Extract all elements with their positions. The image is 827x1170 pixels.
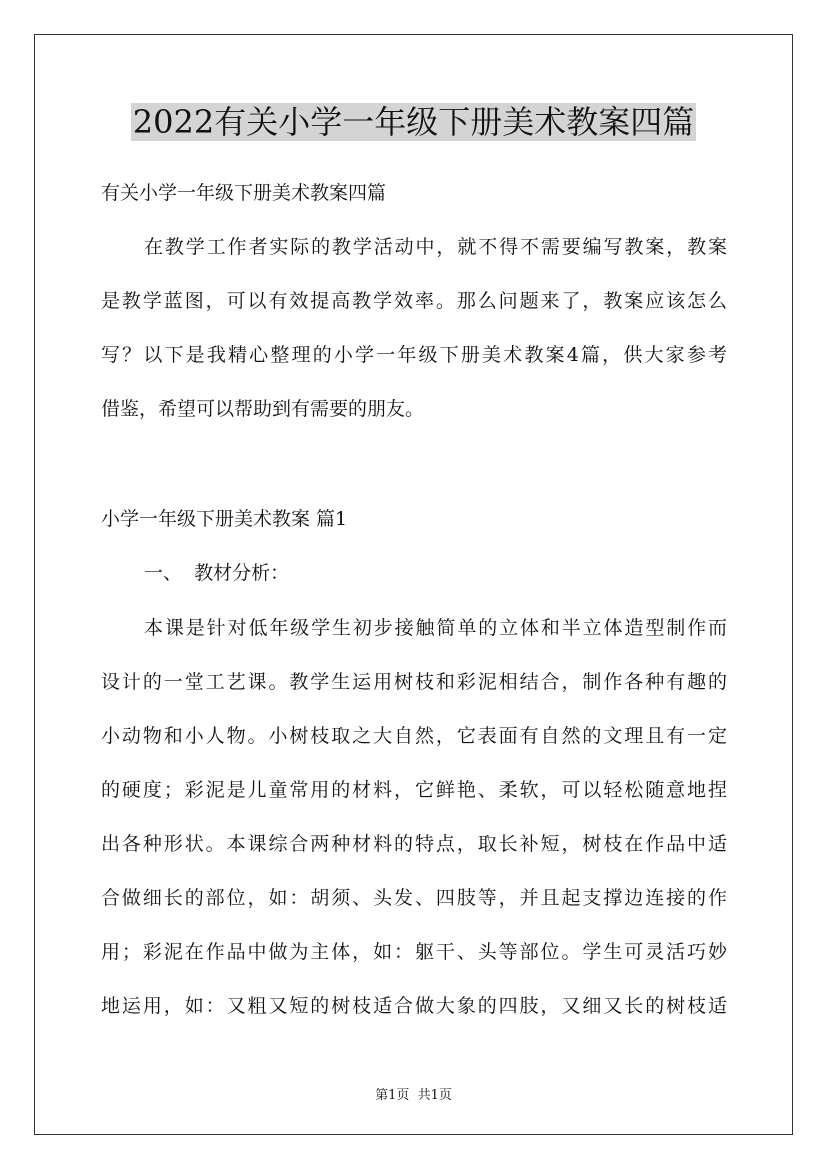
page-footer xyxy=(0,1084,827,1103)
subsection-heading-block xyxy=(101,546,727,600)
body-line: 小动物和小人物。小树枝取之大自然，它表面有自然的文理且有一定 xyxy=(101,725,727,747)
subsection-heading: 一、 教材分析： xyxy=(144,562,290,584)
body-line: 地运用，如：又粗又短的树枝适合做大象的四肢，又细又长的树枝适 xyxy=(101,995,727,1017)
document-subtitle-block xyxy=(101,166,727,220)
document-title xyxy=(0,100,827,144)
body-line: 设计的一堂工艺课。教学生运用树枝和彩泥相结合，制作各种有趣的 xyxy=(101,671,727,693)
intro-paragraph xyxy=(101,220,727,436)
intro-line: 写？以下是我精心整理的小学一年级下册美术教案4篇，供大家参考 xyxy=(101,344,727,366)
section-heading: 小学一年级下册美术教案 篇1 xyxy=(101,508,348,530)
intro-line: 在教学工作者实际的教学活动中，就不得不需要编写教案，教案 xyxy=(144,236,727,258)
body-paragraph xyxy=(101,601,727,1033)
body-line: 出各种形状。本课综合两种材料的特点，取长补短，树枝在作品中适 xyxy=(101,833,727,855)
document-subtitle: 有关小学一年级下册美术教案四篇 xyxy=(101,182,387,204)
section-heading-block xyxy=(101,492,727,546)
intro-line: 是教学蓝图，可以有效提高教学效率。那么问题来了，教案应该怎么 xyxy=(101,290,727,312)
body-line: 本课是针对低年级学生初步接触简单的立体和半立体造型制作而 xyxy=(144,617,727,639)
body-line: 用；彩泥在作品中做为主体，如：躯干、头等部位。学生可灵活巧妙 xyxy=(101,941,727,963)
body-line: 合做细长的部位，如：胡须、头发、四肢等，并且起支撑边连接的作 xyxy=(101,887,727,909)
intro-line: 借鉴，希望可以帮助到有需要的朋友。 xyxy=(101,398,425,420)
page-number: 第1页 共1页 xyxy=(375,1088,452,1103)
body-line: 的硬度；彩泥是儿童常用的材料，它鲜艳、柔软，可以轻松随意地捏 xyxy=(101,779,727,801)
document-title-text: 2022有关小学一年级下册美术教案四篇 xyxy=(132,103,695,141)
